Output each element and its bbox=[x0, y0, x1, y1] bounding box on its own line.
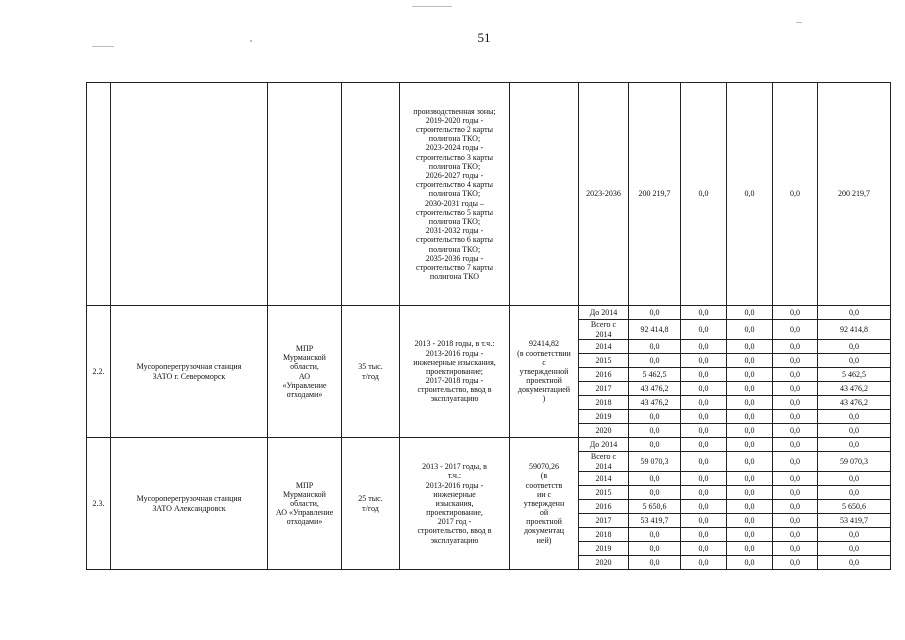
cell-value-1: 0,0 bbox=[629, 410, 681, 424]
cell-value-4: 0,0 bbox=[773, 340, 818, 354]
cell-description: 2013 - 2017 годы, в т.ч.: 2013-2016 годы - инженерные изыскания, проектирование, 2017 год - строительство, ввод в эксплуатацию bbox=[400, 438, 510, 570]
cell-value-2: 0,0 bbox=[681, 410, 727, 424]
cell-year: 2019 bbox=[579, 410, 629, 424]
cell-value-3: 0,0 bbox=[727, 438, 773, 452]
cell-value-4: 0,0 bbox=[773, 542, 818, 556]
cell-value-5: 53 419,7 bbox=[818, 514, 891, 528]
cell-value-1: 0,0 bbox=[629, 340, 681, 354]
cell-value-3: 0,0 bbox=[727, 320, 773, 340]
table-row bbox=[87, 306, 891, 320]
cell-value-3: 0,0 bbox=[727, 410, 773, 424]
cell-value-4: 0,0 bbox=[773, 306, 818, 320]
cell-value-4: 0,0 bbox=[773, 500, 818, 514]
cell-value-1: 92 414,8 bbox=[629, 320, 681, 340]
cell-executor: МПР Мурманской области, АО «Управление отходами» bbox=[268, 438, 342, 570]
cell-year: Всего с 2014 bbox=[579, 320, 629, 340]
cell-year: 2018 bbox=[579, 396, 629, 410]
cell-value-2: 0,0 bbox=[681, 500, 727, 514]
cell-value-3: 0,0 bbox=[727, 514, 773, 528]
cell-value-3: 0,0 bbox=[727, 83, 773, 306]
cell-value-4: 0,0 bbox=[773, 410, 818, 424]
cell-value-3: 0,0 bbox=[727, 340, 773, 354]
cell-value-5: 92 414,8 bbox=[818, 320, 891, 340]
cell-cost bbox=[510, 83, 579, 306]
cell-year: 2014 bbox=[579, 340, 629, 354]
cell-value-2: 0,0 bbox=[681, 542, 727, 556]
cell-value-5: 0,0 bbox=[818, 306, 891, 320]
cell-value-5: 0,0 bbox=[818, 528, 891, 542]
cell-executor bbox=[268, 83, 342, 306]
cell-value-3: 0,0 bbox=[727, 528, 773, 542]
cell-value-3: 0,0 bbox=[727, 556, 773, 570]
cell-value-2: 0,0 bbox=[681, 340, 727, 354]
cell-value-4: 0,0 bbox=[773, 528, 818, 542]
cell-value-1: 0,0 bbox=[629, 354, 681, 368]
cell-executor: МПР Мурманской области, АО «Управление отходами» bbox=[268, 306, 342, 438]
cell-value-3: 0,0 bbox=[727, 382, 773, 396]
cell-value-4: 0,0 bbox=[773, 438, 818, 452]
cell-value-1: 5 462,5 bbox=[629, 368, 681, 382]
cell-value-4: 0,0 bbox=[773, 486, 818, 500]
cell-value-1: 0,0 bbox=[629, 306, 681, 320]
cell-value-5: 0,0 bbox=[818, 486, 891, 500]
scan-artifact bbox=[250, 40, 252, 42]
cell-value-2: 0,0 bbox=[681, 368, 727, 382]
cell-value-5: 5 462,5 bbox=[818, 368, 891, 382]
cell-name: Мусороперегрузочная станция ЗАТО Александровск bbox=[111, 438, 268, 570]
cell-year: До 2014 bbox=[579, 306, 629, 320]
cell-value-1: 59 070,3 bbox=[629, 452, 681, 472]
cell-value-2: 0,0 bbox=[681, 396, 727, 410]
cell-num: 2.3. bbox=[87, 438, 111, 570]
cell-value-1: 53 419,7 bbox=[629, 514, 681, 528]
cell-value-1: 0,0 bbox=[629, 556, 681, 570]
cell-year: 2017 bbox=[579, 382, 629, 396]
cell-value-1: 43 476,2 bbox=[629, 382, 681, 396]
cell-value-2: 0,0 bbox=[681, 424, 727, 438]
cell-value-3: 0,0 bbox=[727, 396, 773, 410]
cell-value-4: 0,0 bbox=[773, 472, 818, 486]
cell-value-4: 0,0 bbox=[773, 452, 818, 472]
cell-cost: 92414,82 (в соответствии с утвержденной проектной документацией ) bbox=[510, 306, 579, 438]
cell-value-4: 0,0 bbox=[773, 368, 818, 382]
cell-value-5: 0,0 bbox=[818, 354, 891, 368]
cell-capacity: 35 тыс. т/год bbox=[342, 306, 400, 438]
cell-value-5: 43 476,2 bbox=[818, 382, 891, 396]
cell-value-5: 0,0 bbox=[818, 472, 891, 486]
table-row bbox=[87, 438, 891, 452]
cell-value-5: 5 650,6 bbox=[818, 500, 891, 514]
cell-value-1: 200 219,7 bbox=[629, 83, 681, 306]
cell-period: 2023-2036 bbox=[579, 83, 629, 306]
cell-value-1: 5 650,6 bbox=[629, 500, 681, 514]
cell-value-5: 0,0 bbox=[818, 438, 891, 452]
cell-value-2: 0,0 bbox=[681, 306, 727, 320]
cell-value-2: 0,0 bbox=[681, 354, 727, 368]
cell-value-4: 0,0 bbox=[773, 382, 818, 396]
cell-value-5: 0,0 bbox=[818, 424, 891, 438]
cell-value-4: 0,0 bbox=[773, 83, 818, 306]
cell-name: Мусороперегрузочная станция ЗАТО г. Североморск bbox=[111, 306, 268, 438]
cell-value-5: 200 219,7 bbox=[818, 83, 891, 306]
cell-value-2: 0,0 bbox=[681, 382, 727, 396]
cell-description: производственная зоны; 2019-2020 годы - строительство 2 карты полигона ТКО; 2023-2024 годы - строительство 3 карты полигона ТКО; 2026-2027 годы - строительство 4 карты полигона ТКО; 2030-2031 годы – строительство 5 карты полигона ТКО; 2031-2032 годы - строительство 6 карты полигона ТКО; 2035-2036 годы - строительство 7 карты полигона ТКО bbox=[400, 83, 510, 306]
cell-value-4: 0,0 bbox=[773, 320, 818, 340]
cell-year: 2015 bbox=[579, 354, 629, 368]
continuation-row bbox=[87, 83, 891, 306]
cell-year: 2017 bbox=[579, 514, 629, 528]
cell-value-2: 0,0 bbox=[681, 438, 727, 452]
cell-name bbox=[111, 83, 268, 306]
cell-value-3: 0,0 bbox=[727, 500, 773, 514]
cell-value-5: 0,0 bbox=[818, 340, 891, 354]
cell-value-3: 0,0 bbox=[727, 424, 773, 438]
cell-year: 2016 bbox=[579, 500, 629, 514]
cell-year: 2018 bbox=[579, 528, 629, 542]
cell-value-5: 43 476,2 bbox=[818, 396, 891, 410]
cell-value-1: 0,0 bbox=[629, 528, 681, 542]
cell-value-2: 0,0 bbox=[681, 514, 727, 528]
cell-year: Всего с 2014 bbox=[579, 452, 629, 472]
cell-year: 2019 bbox=[579, 542, 629, 556]
cell-value-4: 0,0 bbox=[773, 514, 818, 528]
cell-year: 2014 bbox=[579, 472, 629, 486]
cell-capacity bbox=[342, 83, 400, 306]
cell-value-2: 0,0 bbox=[681, 320, 727, 340]
cell-value-5: 0,0 bbox=[818, 556, 891, 570]
cell-year: 2020 bbox=[579, 556, 629, 570]
scan-artifact bbox=[412, 6, 452, 7]
cell-value-2: 0,0 bbox=[681, 528, 727, 542]
cell-year: До 2014 bbox=[579, 438, 629, 452]
cell-value-3: 0,0 bbox=[727, 354, 773, 368]
cell-year: 2016 bbox=[579, 368, 629, 382]
cell-cost: 59070,26 (в соответств ии с утвержденн ой проектной документац ией) bbox=[510, 438, 579, 570]
cell-description: 2013 - 2018 годы, в т.ч.: 2013-2016 годы - инженерные изыскания, проектирование; 2017-2018 годы - строительство, ввод в эксплуатацию bbox=[400, 306, 510, 438]
scan-artifact bbox=[92, 46, 114, 47]
cell-value-3: 0,0 bbox=[727, 368, 773, 382]
program-table bbox=[86, 82, 891, 570]
cell-num: 2.2. bbox=[87, 306, 111, 438]
cell-value-1: 0,0 bbox=[629, 472, 681, 486]
cell-value-3: 0,0 bbox=[727, 306, 773, 320]
cell-year: 2020 bbox=[579, 424, 629, 438]
cell-value-2: 0,0 bbox=[681, 452, 727, 472]
cell-value-5: 0,0 bbox=[818, 542, 891, 556]
cell-value-1: 0,0 bbox=[629, 486, 681, 500]
cell-value-3: 0,0 bbox=[727, 452, 773, 472]
cell-value-3: 0,0 bbox=[727, 472, 773, 486]
cell-value-2: 0,0 bbox=[681, 83, 727, 306]
cell-value-1: 0,0 bbox=[629, 424, 681, 438]
cell-value-2: 0,0 bbox=[681, 472, 727, 486]
cell-value-4: 0,0 bbox=[773, 556, 818, 570]
cell-value-5: 0,0 bbox=[818, 410, 891, 424]
cell-value-3: 0,0 bbox=[727, 486, 773, 500]
cell-value-1: 0,0 bbox=[629, 542, 681, 556]
cell-value-2: 0,0 bbox=[681, 556, 727, 570]
page-number: 51 bbox=[477, 30, 491, 45]
cell-value-3: 0,0 bbox=[727, 542, 773, 556]
cell-value-2: 0,0 bbox=[681, 486, 727, 500]
cell-value-4: 0,0 bbox=[773, 396, 818, 410]
cell-num bbox=[87, 83, 111, 306]
cell-capacity: 25 тыс. т/год bbox=[342, 438, 400, 570]
cell-value-5: 59 070,3 bbox=[818, 452, 891, 472]
cell-value-1: 43 476,2 bbox=[629, 396, 681, 410]
cell-value-4: 0,0 bbox=[773, 354, 818, 368]
cell-year: 2015 bbox=[579, 486, 629, 500]
cell-value-4: 0,0 bbox=[773, 424, 818, 438]
cell-value-1: 0,0 bbox=[629, 438, 681, 452]
scan-artifact bbox=[796, 22, 802, 23]
